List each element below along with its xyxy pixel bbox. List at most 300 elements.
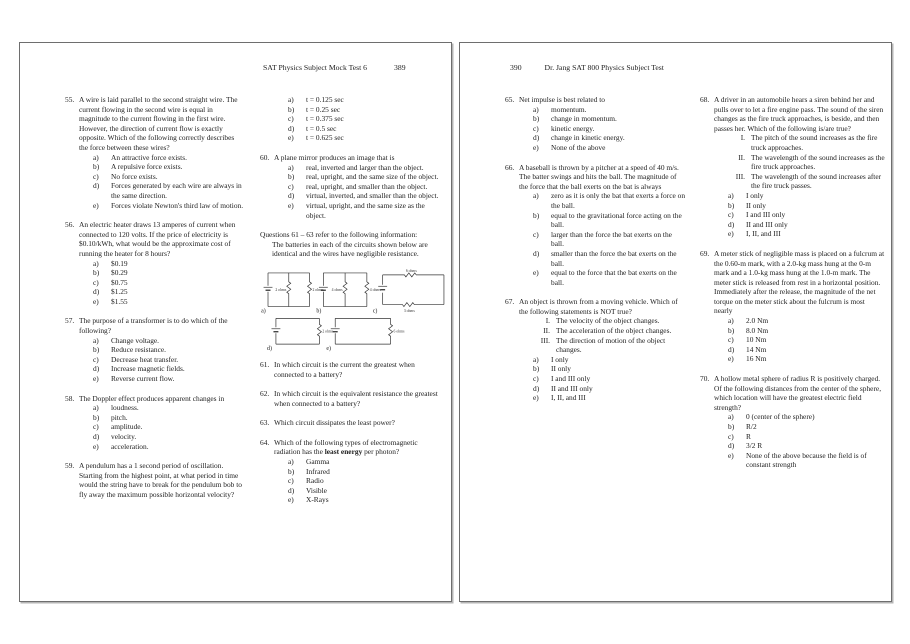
option-row <box>79 442 245 452</box>
question-number: 60. <box>260 152 270 162</box>
question <box>260 360 445 379</box>
option-text: R <box>746 431 751 441</box>
option-row <box>714 451 885 470</box>
option-row <box>714 412 885 422</box>
option-text: Reduce resistance. <box>111 345 166 355</box>
question-number: 67. <box>505 297 515 307</box>
roman-item-text: The direction of motion of the object changes. <box>556 335 666 355</box>
question-number: 57. <box>65 316 75 326</box>
circuit-label: d) <box>267 345 272 352</box>
question-number: 65. <box>505 95 515 104</box>
option-label: a) <box>288 457 294 467</box>
option-text: 14 Nm <box>746 344 767 354</box>
option-text: t = 0.375 sec <box>306 114 344 124</box>
option-text: II only <box>551 364 571 374</box>
option-label: a) <box>533 191 539 201</box>
option-row <box>714 326 885 336</box>
question <box>505 163 685 288</box>
option-label: b) <box>728 325 735 335</box>
question-body <box>274 438 445 505</box>
option-row <box>714 229 885 239</box>
question-text: In which circuit is the current the greatest when connected to a battery? <box>274 359 415 379</box>
question-body <box>519 163 685 288</box>
resistor-icon <box>383 302 444 306</box>
option-text: momentum. <box>551 104 587 114</box>
question-body <box>274 360 445 379</box>
roman-item-label: II. <box>543 326 550 336</box>
option-text: An attractive force exists. <box>111 152 187 162</box>
question-number: 68. <box>700 95 710 104</box>
question-body <box>714 95 885 239</box>
option-row <box>519 143 685 153</box>
option-label: b) <box>93 345 100 355</box>
question-number: 66. <box>505 162 515 172</box>
roman-item-label: III. <box>540 335 550 345</box>
option-label: c) <box>93 277 99 287</box>
question-body <box>79 95 245 210</box>
option-label: b) <box>533 114 540 124</box>
question <box>700 374 885 470</box>
question-text: A meter stick of negligible mass is placed on a fulcrum at the 0.60-m mark, with a 2.0-kg mass hung at the 0-m mark and a 1.0-kg mass hung at the 1.0-m mark. The meter stick is released from rest in a horizontal position. Immediately after the release, the magnitude of the net torque on the meter stick about the fulcrum is most nearly <box>714 248 885 316</box>
option-label: a) <box>728 412 734 422</box>
option-row <box>519 249 685 268</box>
option-row <box>519 384 685 394</box>
option-text: $0.19 <box>111 258 128 268</box>
roman-item-label: I. <box>740 133 745 143</box>
circuit-label: b) <box>316 308 322 315</box>
option-text: equal to the gravitational force acting on the ball. <box>551 210 682 230</box>
question <box>260 418 445 428</box>
option-row <box>274 133 445 143</box>
option-text: loudness. <box>111 403 139 413</box>
roman-item-text: The acceleration of the object changes. <box>556 326 672 336</box>
option-label: a) <box>728 190 734 200</box>
option-row <box>79 172 245 182</box>
option-text: I, II, and III <box>746 229 781 239</box>
option-text: 8.0 Nm <box>746 325 769 335</box>
option-row <box>714 335 885 345</box>
option-row <box>79 181 245 200</box>
option-label: c) <box>93 171 99 181</box>
option-text: Increase magnetic fields. <box>111 364 185 374</box>
wire <box>335 318 390 344</box>
resistor-label: 3 ohms <box>403 308 415 313</box>
question-text: The Doppler effect produces apparent changes in <box>79 393 225 403</box>
question <box>260 389 445 408</box>
option-label: e) <box>533 142 539 152</box>
option-row <box>79 162 245 172</box>
roman-item <box>519 316 685 326</box>
header-title: Dr. Jang SAT 800 Physics Subject Test <box>544 63 664 72</box>
question-text: An object is thrown from a moving vehicle. Which of the following statements is NOT true? <box>519 297 678 316</box>
question-body <box>274 418 445 428</box>
option-row <box>714 191 885 201</box>
question-number: 61. <box>260 359 270 369</box>
option-text: II and III only <box>746 219 788 229</box>
option-text: Infrared <box>306 466 330 476</box>
option-text: t = 0.625 sec <box>306 133 344 143</box>
option-row <box>519 393 685 403</box>
option-row <box>714 210 885 220</box>
question <box>505 95 685 153</box>
roman-item <box>519 336 685 355</box>
option-label: c) <box>533 374 539 384</box>
option-row <box>79 432 245 442</box>
left-page-column-1 <box>65 95 245 515</box>
option-row <box>274 476 445 486</box>
option-row <box>274 105 445 115</box>
resistor-icon <box>308 273 312 307</box>
resistor-label: 2 ohms <box>322 329 334 334</box>
option-label: d) <box>533 133 540 143</box>
option-text: I and III only <box>746 210 786 220</box>
option-label: c) <box>288 181 294 191</box>
option-label: d) <box>533 248 540 258</box>
option-label: c) <box>728 210 734 220</box>
option-text: zero as it is only the bat that exerts a force on the ball. <box>551 191 686 210</box>
option-label: d) <box>288 123 295 133</box>
question-number: 62. <box>260 389 270 399</box>
option-text: 3/2 R <box>746 441 763 451</box>
option-row <box>714 220 885 230</box>
option-text: kinetic energy. <box>551 123 595 133</box>
option-label: d) <box>93 181 100 191</box>
option-label: d) <box>93 432 100 441</box>
page-right-columns <box>505 95 885 480</box>
roman-item <box>519 326 685 336</box>
option-row <box>519 355 685 365</box>
option-label: a) <box>533 104 539 114</box>
option-row <box>79 403 245 413</box>
question-text: A hollow metal sphere of radius R is positively charged. Of the following distances from the center of the sphere, which location will have the greatest electric field strength? <box>714 374 882 412</box>
option-text: None of the above <box>551 142 606 152</box>
circuit-label: e) <box>326 345 331 352</box>
option-text: Gamma <box>306 457 330 467</box>
option-text: I, II, and III <box>551 393 586 403</box>
option-row <box>79 336 245 346</box>
option-label: c) <box>533 229 539 239</box>
question-number: 55. <box>65 95 75 104</box>
option-label: e) <box>288 495 294 505</box>
option-row <box>79 364 245 374</box>
question <box>65 394 245 452</box>
option-label: d) <box>93 364 100 374</box>
option-row <box>79 297 245 307</box>
option-text: Reverse current flow. <box>111 374 175 384</box>
option-row <box>274 457 445 467</box>
question-body <box>79 316 245 383</box>
option-row <box>79 278 245 288</box>
option-row <box>274 124 445 134</box>
option-label: e) <box>93 200 99 210</box>
roman-item-label: III. <box>735 171 745 181</box>
option-label: c) <box>533 123 539 133</box>
option-text: II only <box>746 200 766 210</box>
option-row <box>519 114 685 124</box>
roman-item-text: The velocity of the object changes. <box>556 316 660 326</box>
option-row <box>519 105 685 115</box>
question-number <box>260 95 274 143</box>
option-row <box>714 354 885 364</box>
resistor-label: 4 ohms <box>369 288 381 293</box>
option-text: pitch. <box>111 412 128 422</box>
option-label: e) <box>288 133 294 143</box>
circuit-label: a) <box>261 308 266 315</box>
option-label: c) <box>93 422 99 432</box>
question-body <box>519 297 685 403</box>
option-row <box>79 268 245 278</box>
option-row <box>274 172 445 182</box>
resistor-icon <box>287 273 291 307</box>
option-label: d) <box>728 344 735 354</box>
resistor-icon <box>317 318 321 344</box>
roman-item-text: The wavelength of the sound increases after the fire truck passes. <box>751 171 882 191</box>
option-label: b) <box>288 104 295 114</box>
question <box>260 153 445 220</box>
question-body <box>274 389 445 408</box>
option-row <box>79 413 245 423</box>
option-label: c) <box>288 114 294 124</box>
option-text: Forces violate Newton's third law of motion. <box>111 200 244 210</box>
option-text: 16 Nm <box>746 354 767 364</box>
option-label: b) <box>728 422 735 431</box>
option-row <box>714 441 885 451</box>
left-page-column-2 <box>260 95 445 515</box>
option-label: a) <box>93 335 99 345</box>
resistor-icon <box>389 318 393 344</box>
page-left-columns <box>65 95 445 515</box>
question-text: A driver in an automobile hears a siren behind her and pulls over to let a fire engine pass. The sound of the siren changes as the fire truck approaches, is beside, and then passes her. Which of the following is/are true? <box>714 95 884 133</box>
option-text: 0 (center of the sphere) <box>746 412 815 422</box>
question <box>65 316 245 383</box>
option-row <box>519 191 685 210</box>
option-text: Visible <box>306 485 327 495</box>
option-row <box>79 287 245 297</box>
option-text: change in kinetic energy. <box>551 133 625 143</box>
question-number: 59. <box>65 461 75 471</box>
question-number: 64. <box>260 437 270 447</box>
option-row <box>274 95 445 105</box>
option-row <box>714 422 885 432</box>
option-text: 2.0 Nm <box>746 316 769 326</box>
option-label: b) <box>533 364 540 374</box>
option-label: c) <box>288 476 294 486</box>
question-body <box>274 95 445 143</box>
circuit-b <box>316 273 381 315</box>
option-text: smaller than the force the bat exerts on the ball. <box>551 248 677 268</box>
option-text: acceleration. <box>111 441 149 451</box>
option-text: 10 Nm <box>746 335 767 345</box>
roman-item-text: The wavelength of the sound increases as the fire truck approaches. <box>751 152 885 172</box>
question-text: A baseball is thrown by a pitcher at a speed of 40 m/s. The batter swings and hits the ball. The magnitude of the force that the ball exerts on the bat is always <box>519 162 679 191</box>
roman-item <box>714 153 885 172</box>
circuit-figure <box>260 267 445 352</box>
right-page-column-1 <box>505 95 685 480</box>
option-text: II and III only <box>551 383 593 393</box>
option-label: a) <box>93 152 99 162</box>
question-body <box>714 374 885 470</box>
option-row <box>274 495 445 505</box>
question-number: 70. <box>700 374 710 384</box>
question-text: The purpose of a transformer is to do which of the following? <box>79 316 228 336</box>
info-block <box>260 230 445 259</box>
option-row <box>519 211 685 230</box>
page-number: 390 <box>510 63 522 72</box>
wire <box>276 318 319 344</box>
option-row <box>274 467 445 477</box>
option-text: Change voltage. <box>111 335 160 345</box>
info-line: Questions 61 – 63 refer to the following information: <box>260 230 418 240</box>
option-label: e) <box>93 441 99 451</box>
question <box>700 249 885 364</box>
info-line-indented: The batteries in each of the circuits shown below are identical and the wires have negligible resistance. <box>272 239 428 259</box>
option-row <box>714 316 885 326</box>
option-text: $1.25 <box>111 287 128 297</box>
option-label: d) <box>533 383 540 393</box>
option-label: c) <box>93 354 99 364</box>
question-number: 56. <box>65 220 75 230</box>
option-text: I only <box>551 354 569 364</box>
option-label: c) <box>728 431 734 441</box>
option-text: virtual, upright, and the same size as the object. <box>306 200 425 220</box>
option-row <box>79 374 245 384</box>
page-left <box>19 42 452 602</box>
option-label: d) <box>288 485 295 495</box>
option-text: $0.75 <box>111 277 128 287</box>
option-text: No force exists. <box>111 171 158 181</box>
question <box>260 438 445 505</box>
option-label: d) <box>728 219 735 229</box>
resistor-label: 6 ohms <box>405 268 417 273</box>
option-text: X-Rays <box>306 495 329 505</box>
option-text: velocity. <box>111 432 137 441</box>
question-text: A pendulum has a 1 second period of oscillation. Starting from the highest point, at what period in time would the string have to break for the pendulum bob to fly away the maximum possible horizontal velocity? <box>79 461 242 499</box>
option-text: real, upright, and smaller than the object. <box>306 181 428 191</box>
question-body <box>519 95 685 153</box>
question-text: An electric heater draws 13 amperes of current when connected to 120 volts. If the price of electricity is $0.10/kWh, what would be the approximate cost of running the heater for 8 hours? <box>79 220 236 258</box>
option-text: Decrease heat transfer. <box>111 354 179 364</box>
option-label: e) <box>728 229 734 239</box>
question-number: 69. <box>700 248 710 258</box>
question <box>505 297 685 403</box>
page-header-right <box>510 63 664 73</box>
circuit-a <box>261 273 324 315</box>
option-row <box>519 268 685 287</box>
question-number: 63. <box>260 418 270 428</box>
option-text: virtual, inverted, and smaller than the object. <box>306 191 439 201</box>
option-label: b) <box>93 412 100 422</box>
option-row <box>79 355 245 365</box>
option-label: d) <box>93 287 100 297</box>
option-text: Forces generated by each wire are always in the same direction. <box>111 181 242 200</box>
option-row <box>274 163 445 173</box>
option-text: t = 0.5 sec <box>306 123 337 133</box>
option-label: b) <box>93 268 100 278</box>
circuit-d <box>267 318 334 352</box>
question-text: In which circuit is the equivalent resistance the greatest when connected to a battery? <box>274 389 438 408</box>
circuit-diagrams-svg <box>260 267 448 352</box>
option-row <box>79 345 245 355</box>
right-page-column-2 <box>700 95 885 480</box>
page-number: 389 <box>394 63 406 72</box>
option-row <box>79 259 245 269</box>
option-label: b) <box>288 172 295 182</box>
option-row <box>274 182 445 192</box>
option-label: b) <box>728 200 735 210</box>
option-row <box>714 345 885 355</box>
question-number: 58. <box>65 393 75 403</box>
page-right <box>459 42 892 602</box>
option-row <box>274 114 445 124</box>
option-label: e) <box>728 354 734 364</box>
option-text: I and III only <box>551 374 591 384</box>
option-text: real, upright, and the same size of the object. <box>306 172 439 182</box>
option-text: $0.29 <box>111 268 128 278</box>
option-text: real, inverted and larger than the object. <box>306 162 424 172</box>
option-row <box>79 422 245 432</box>
roman-item <box>714 172 885 191</box>
question-text: Which circuit dissipates the least power? <box>274 418 395 428</box>
roman-item-label: I. <box>545 316 550 326</box>
question <box>260 95 445 143</box>
question <box>700 95 885 239</box>
resistor-icon <box>383 273 444 277</box>
option-text: equal to the force that the bat exerts on the ball. <box>551 268 677 287</box>
resistor-icon <box>343 273 347 307</box>
option-label: e) <box>728 450 734 460</box>
option-label: e) <box>533 393 539 403</box>
option-label: a) <box>288 162 294 172</box>
option-row <box>519 133 685 143</box>
option-text: I only <box>746 190 764 200</box>
option-row <box>79 153 245 163</box>
option-row <box>274 201 445 220</box>
option-row <box>519 230 685 249</box>
page-header-left <box>263 63 406 73</box>
question-body <box>79 394 245 452</box>
question-body <box>714 249 885 364</box>
option-label: e) <box>288 200 294 210</box>
option-text: R/2 <box>746 422 757 431</box>
option-text: None of the above because the field is of constant strength <box>746 450 867 470</box>
roman-item-text: The pitch of the sound increases as the fire truck approaches. <box>751 133 878 152</box>
question <box>65 461 245 499</box>
header-title: SAT Physics Subject Mock Test 6 <box>263 63 368 72</box>
option-row <box>274 486 445 496</box>
option-row <box>519 124 685 134</box>
circuit-c <box>373 269 444 315</box>
option-row <box>714 432 885 442</box>
option-text: A repulsive force exists. <box>111 162 183 172</box>
option-text: larger than the force the bat exerts on the ball. <box>551 229 672 249</box>
question-text: A wire is laid parallel to the second straight wire. The current flowing in the second wire is equal in magnitude to the current flowing in the first wire. However, the direction of current flow is exactly opposite. Which of the following correctly describes the force between these wires? <box>79 95 238 152</box>
option-label: a) <box>93 258 99 268</box>
resistor-label: 2 ohms <box>275 288 287 293</box>
question <box>65 220 245 306</box>
resistor-label: 4 ohms <box>331 288 343 293</box>
option-label: d) <box>728 441 735 451</box>
roman-item <box>714 133 885 152</box>
question <box>65 95 245 210</box>
option-row <box>714 201 885 211</box>
option-label: e) <box>93 296 99 306</box>
option-label: a) <box>728 316 734 326</box>
option-text: t = 0.125 sec <box>306 95 344 104</box>
question-body <box>79 220 245 306</box>
resistor-icon <box>365 273 369 307</box>
resistor-label: 2 ohms <box>312 288 324 293</box>
resistor-label: 6 ohms <box>393 329 405 334</box>
